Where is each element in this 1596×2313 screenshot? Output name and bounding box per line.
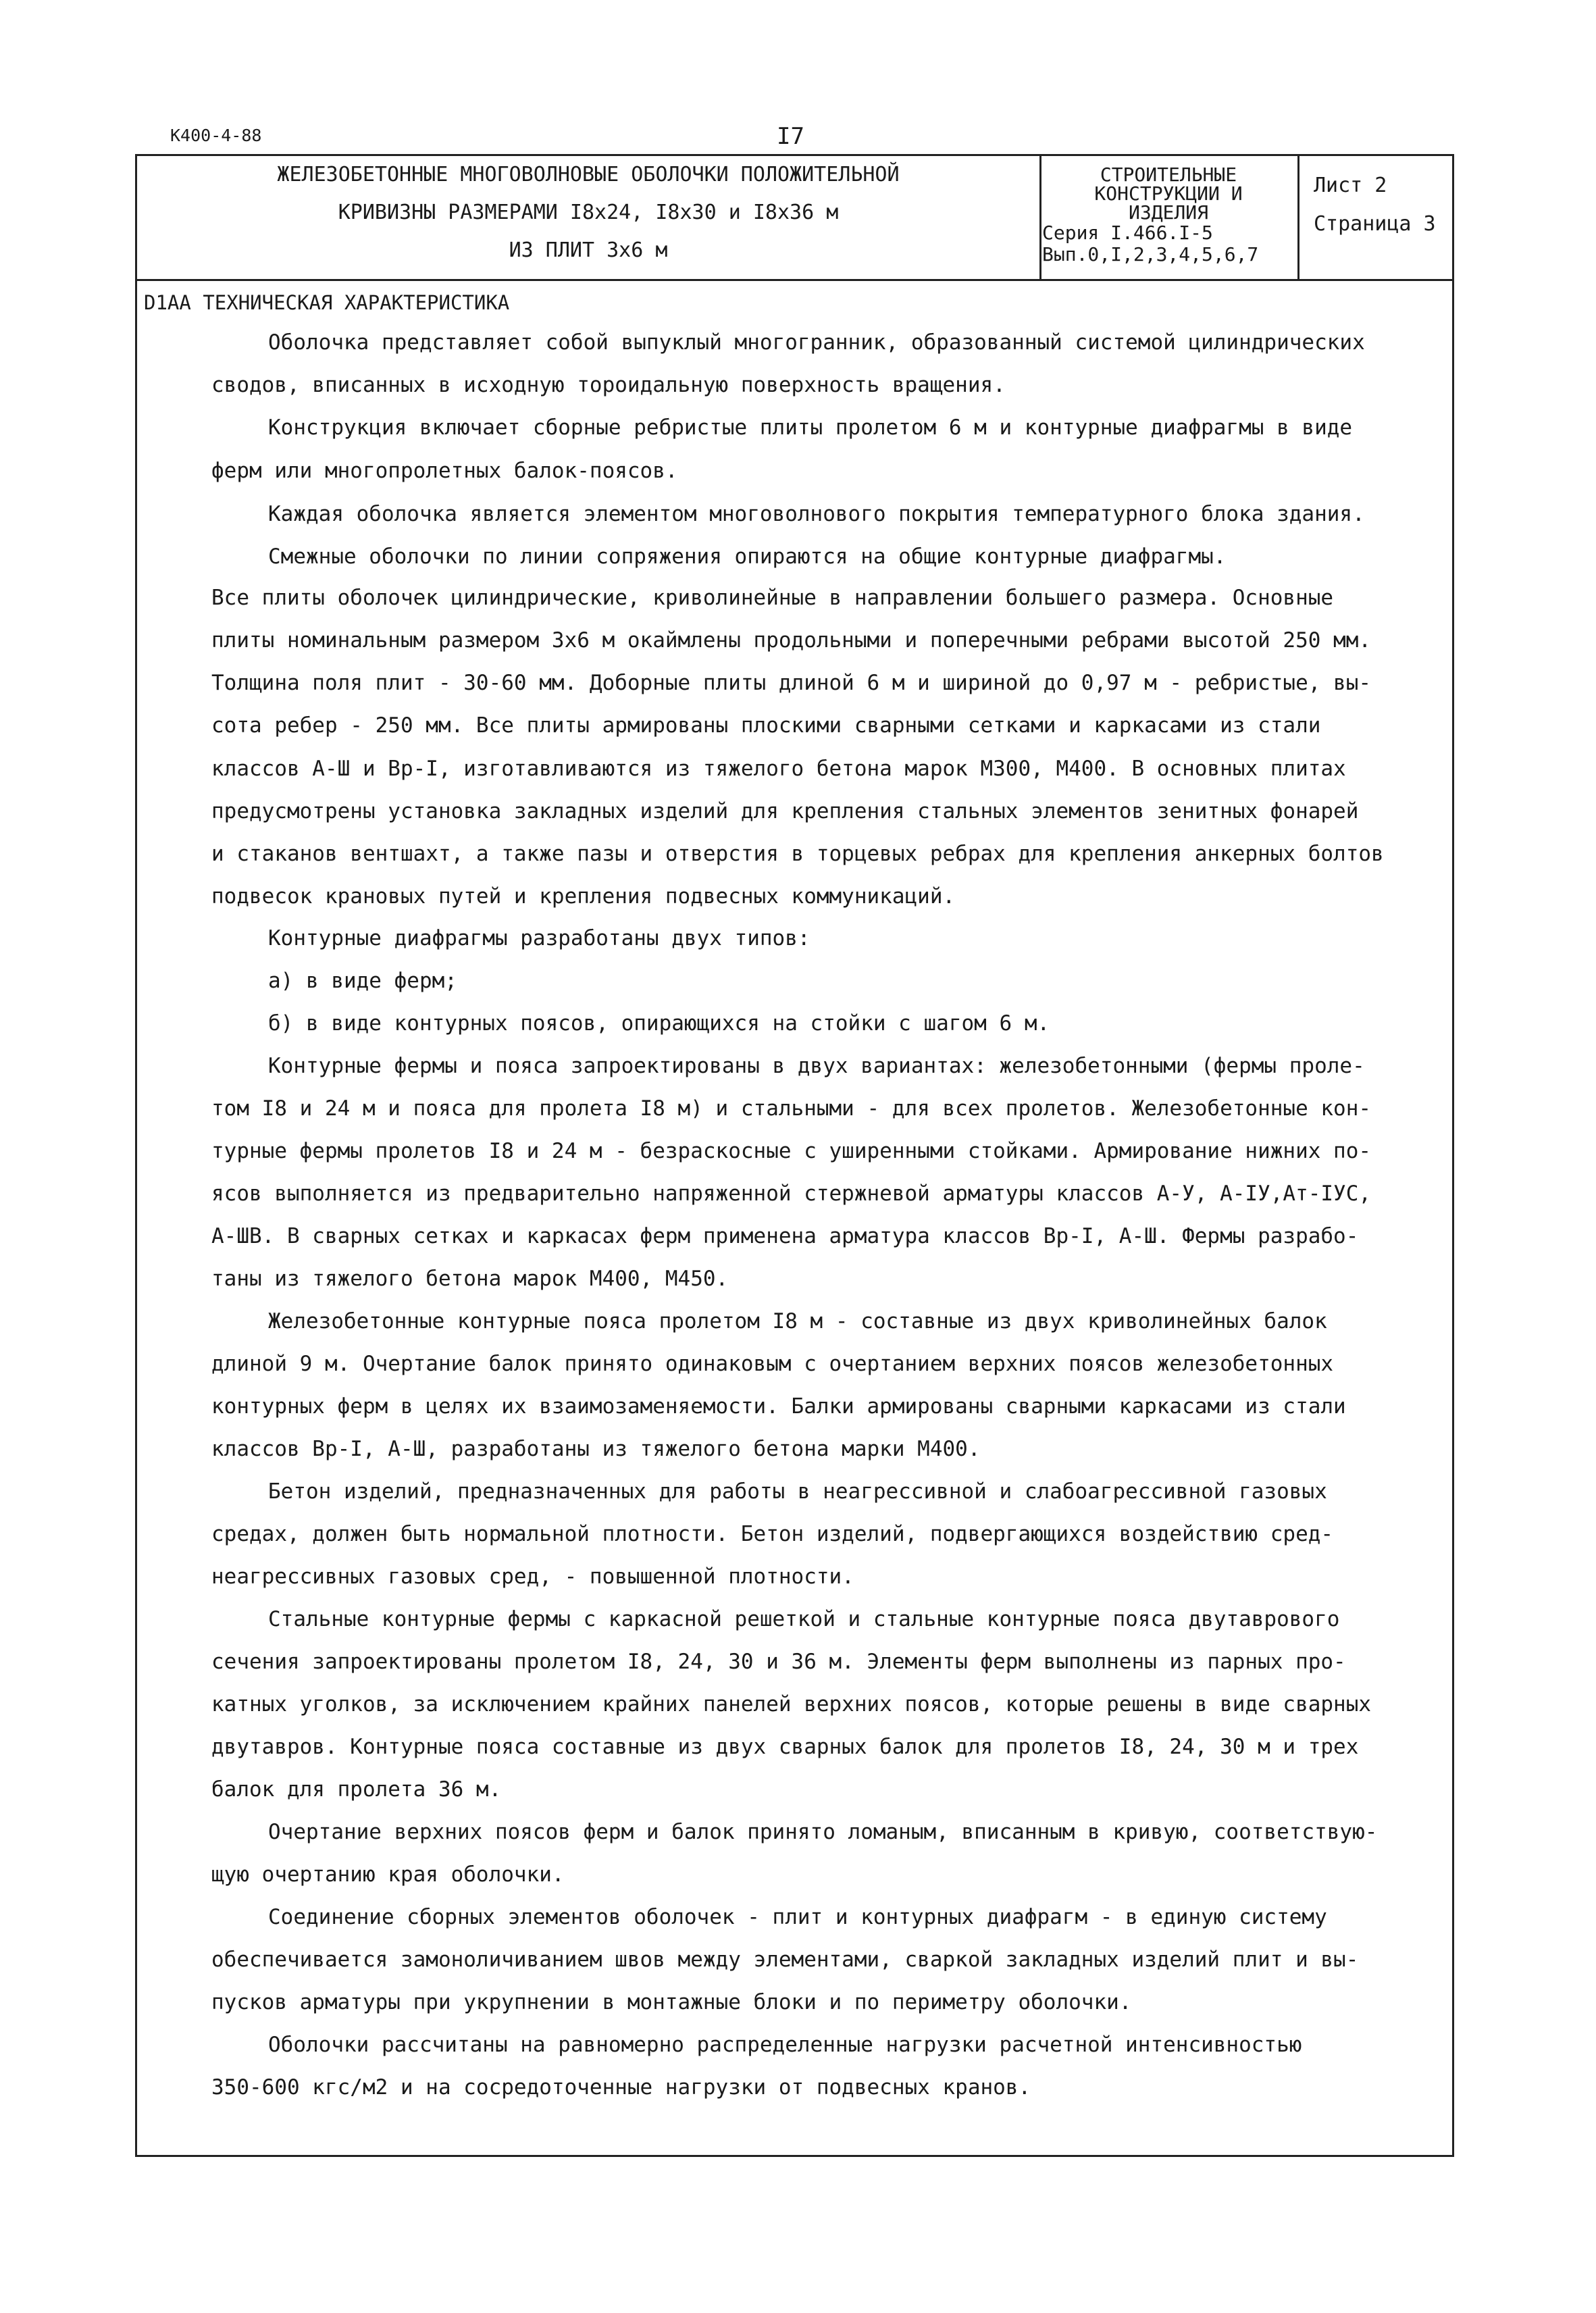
text-line: ферм или многопролетных балок-поясов. [211,459,678,483]
text-line: средах, должен быть нормальной плотности. Бетон изделий, подвергающихся воздействию сред- [211,1522,1334,1546]
sheet-number: Лист 2 [1314,174,1387,197]
text-line: контурных ферм в целях их взаимозаменяемости. Балки армированы сварными каркасами из стали [211,1394,1346,1419]
sheet-page: Страница 3 [1314,212,1436,236]
section-code: D1АА [144,291,191,314]
text-line: обеспечивается замоноличиванием швов между элементами, сваркой закладных изделий плит и вы- [211,1948,1359,1972]
section-title: ТЕХНИЧЕСКАЯ ХАРАКТЕРИСТИКА [203,291,510,314]
text-line: Все плиты оболочек цилиндрические, криволинейные в направлении большего размера. Основные [211,586,1334,610]
text-line: Смежные оболочки по линии сопряжения опираются на общие контурные диафрагмы. [268,544,1227,569]
text-line: Каждая оболочка является элементом многоволнового покрытия температурного блока здания. [268,502,1365,526]
text-line: турные фермы пролетов I8 и 24 м - безраскосные с уширенными стойками. Армирование нижних по- [211,1139,1372,1163]
text-line: плиты номинальным размером 3х6 м окаймлены продольными и поперечными ребрами высотой 250 мм. [211,628,1372,653]
text-line: б) в виде контурных поясов, опирающихся на стойки с шагом 6 м. [268,1011,1050,1036]
text-line: Контурные фермы и пояса запроектированы в двух вариантах: железобетонными (фермы проле- [268,1054,1365,1078]
sheet-cell [1297,156,1454,279]
text-line: Оболочки рассчитаны на равномерно распределенные нагрузки расчетной интенсивностью [268,2033,1302,2057]
text-line: том I8 и 24 м и пояса для пролета I8 м) и стальными - для всех пролетов. Железобетонные кон- [211,1096,1372,1121]
text-line: Соединение сборных элементов оболочек - плит и контурных диафрагм - в единую систему [268,1905,1327,1929]
text-line: Стальные контурные фермы с каркасной решеткой и стальные контурные пояса двутаврового [268,1607,1340,1631]
text-line: Бетон изделий, предназначенных для работы в неагрессивной и слабоагрессивной газовых [268,1479,1327,1504]
text-line: Конструкция включает сборные ребристые плиты пролетом 6 м и контурные диафрагмы в виде [268,415,1353,440]
text-line: сота ребер - 250 мм. Все плиты армированы плоскими сварными сетками и каркасами из стали [211,713,1321,738]
title-line-1: ЖЕЛЕЗОБЕТОННЫЕ МНОГОВОЛНОВЫЕ ОБОЛОЧКИ ПОЛОЖИТЕЛЬНОЙ [277,163,900,186]
text-line: классов Вр-I, А-Ш, разработаны из тяжелого бетона марки М400. [211,1437,981,1461]
text-line: двутавров. Контурные пояса составные из двух сварных балок для пролетов I8, 24, 30 м и трех [211,1735,1359,1759]
series-number: Серия I.466.I-5 [1042,222,1213,244]
page-number: I7 [777,123,804,150]
text-line: А-ШВ. В сварных сетках и каркасах ферм применена арматура классов Вр-I, А-Ш. Фермы разрабо- [211,1224,1359,1248]
text-line: балок для пролета 36 м. [211,1777,502,1802]
text-line: Железобетонные контурные пояса пролетом I8 м - составные из двух криволинейных балок [268,1309,1327,1333]
text-line: длиной 9 м. Очертание балок принято одинаковым с очертанием верхних поясов железобетонных [211,1352,1334,1376]
text-line: Очертание верхних поясов ферм и балок принято ломаным, вписанным в кривую, соответствую- [268,1820,1378,1844]
text-line: сводов, вписанных в исходную тороидальную поверхность вращения. [211,373,1006,397]
title-block [137,156,1452,281]
text-line: 350-600 кгс/м2 и на сосредоточенные нагрузки от подвесных кранов. [211,2075,1031,2100]
text-line: ясов выполняется из предварительно напряженной стержневой арматуры классов А-У, А-IУ,Ат-IУС, [211,1181,1372,1206]
text-line: Оболочка представляет собой выпуклый многогранник, образованный системой цилиндрических [268,330,1365,355]
text-line: пусков арматуры при укрупнении в монтажные блоки и по периметру оболочки. [211,1990,1132,2014]
document-code: К400-4-88 [170,126,262,145]
category-line-2: КОНСТРУКЦИИ И [1094,182,1243,205]
text-line: катных уголков, за исключением крайних панелей верхних поясов, которые решены в виде сварных [211,1692,1372,1717]
text-line: и стаканов вентшахт, а также пазы и отверстия в торцевых ребрах для крепления анкерных болтов [211,842,1384,866]
category-line-3: ИЗДЕЛИЯ [1128,201,1208,224]
series-cell [1039,156,1299,279]
text-line: щую очертанию края оболочки. [211,1862,565,1887]
text-line: подвесок крановых путей и крепления подвесных коммуникаций. [211,884,956,909]
text-line: сечения запроектированы пролетом I8, 24, 30 и 36 м. Элементы ферм выполнены из парных про- [211,1650,1346,1674]
text-line: Контурные диафрагмы разработаны двух типов: [268,926,810,950]
page-frame [135,154,1454,2157]
text-line: классов А-Ш и Вр-I, изготавливаются из тяжелого бетона марок М300, М400. В основных плитах [211,757,1346,781]
text-line: предусмотрены установка закладных изделий для крепления стальных элементов зенитных фонарей [211,799,1359,823]
text-line: неагрессивных газовых сред, - повышенной плотности. [211,1565,854,1589]
issue-numbers: Вып.0,I,2,3,4,5,6,7 [1042,243,1259,265]
title-line-3: ИЗ ПЛИТ 3х6 м [509,238,668,262]
section-heading [144,291,509,314]
document-title [137,156,1041,279]
text-line: а) в виде ферм; [268,969,457,993]
text-line: таны из тяжелого бетона марок М400, М450. [211,1267,729,1291]
text-line: Толщина поля плит - 30-60 мм. Доборные плиты длиной 6 м и шириной до 0,97 м - ребристые, вы- [211,671,1372,695]
title-line-2: КРИВИЗНЫ РАЗМЕРАМИ I8х24, I8х30 и I8х36 м [338,201,839,224]
category-line-1: СТРОИТЕЛЬНЫЕ [1100,163,1237,186]
